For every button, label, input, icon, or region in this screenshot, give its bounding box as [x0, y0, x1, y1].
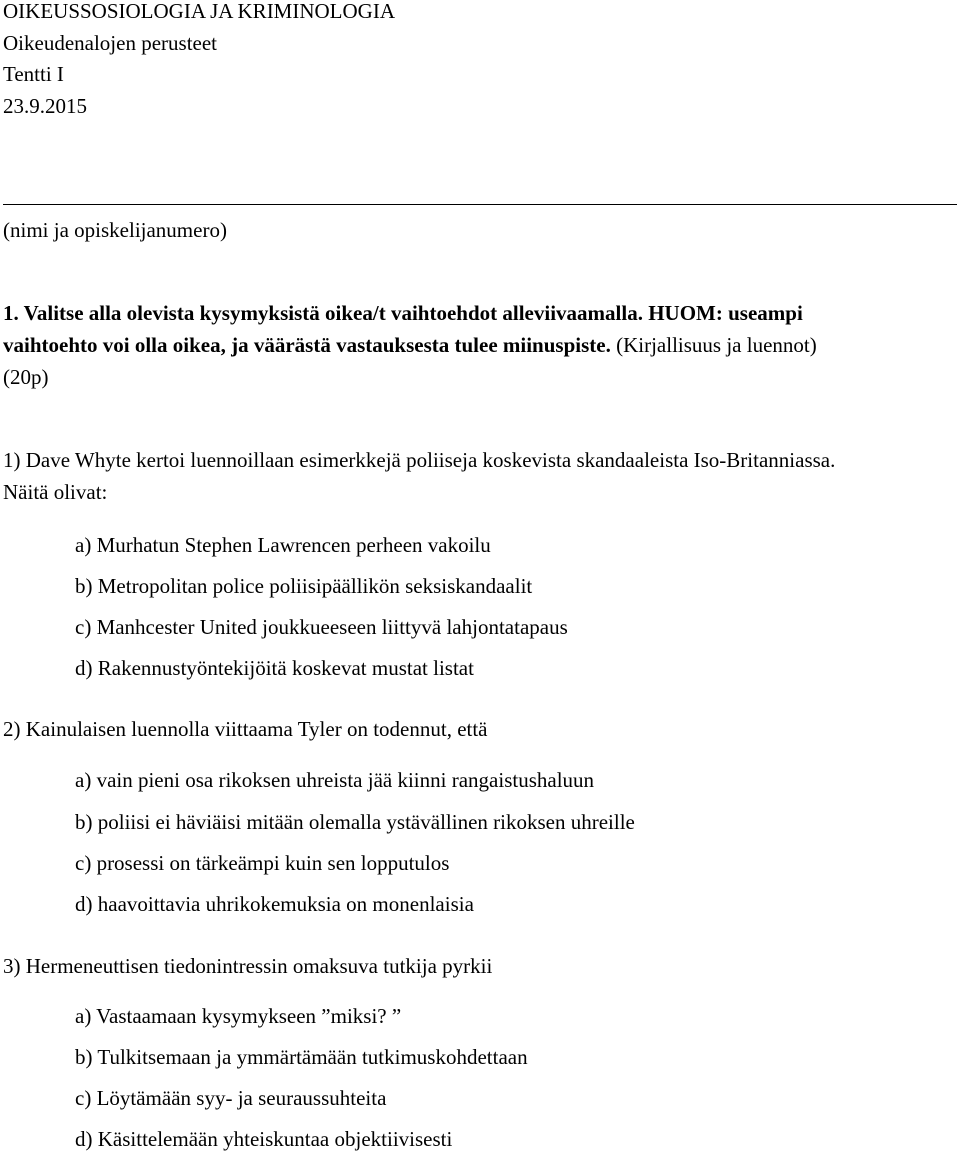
question-2-option-b[interactable]: b) poliisi ei häviäisi mitään olemalla ystävällinen rikoksen uhreille [75, 810, 635, 834]
question-1-stem: 1) Dave Whyte kertoi luennoillaan esimerkkejä poliiseja koskevista skandaaleista Iso-Britanniassa. [3, 448, 836, 472]
question-2-stem: 2) Kainulaisen luennolla viittaama Tyler on todennut, että [3, 717, 488, 741]
department-title: OIKEUSSOSIOLOGIA JA KRIMINOLOGIA [3, 0, 395, 23]
exam-date: 23.9.2015 [3, 94, 87, 118]
question-2-option-d[interactable]: d) haavoittavia uhrikokemuksia on monenlaisia [75, 892, 474, 916]
exam-title: Tentti I [3, 62, 64, 86]
question-1-option-a[interactable]: a) Murhatun Stephen Lawrencen perheen vakoilu [75, 533, 491, 557]
section1-warning: vaihtoehto voi olla oikea, ja väärästä vastauksesta tulee miinuspiste. [3, 333, 611, 357]
question-2-option-a[interactable]: a) vain pieni osa rikoksen uhreista jää kiinni rangaistushaluun [75, 768, 595, 792]
question-3-stem: 3) Hermeneuttisen tiedonintressin omaksuva tutkija pyrkii [3, 954, 493, 978]
name-answer-line [3, 204, 957, 205]
section1-source: (Kirjallisuus ja luennot) [610, 333, 817, 357]
question-1-option-d[interactable]: d) Rakennustyöntekijöitä koskevat mustat listat [75, 656, 474, 680]
question-3-option-b[interactable]: b) Tulkitsemaan ja ymmärtämään tutkimuskohdettaan [75, 1045, 528, 1069]
question-1-option-c[interactable]: c) Manhcester United joukkueeseen liittyvä lahjontatapaus [75, 615, 568, 639]
course-name: Oikeudenalojen perusteet [3, 31, 217, 55]
question-1-stem-cont: Näitä olivat: [3, 480, 108, 504]
question-1-option-b[interactable]: b) Metropolitan police poliisipäällikön seksiskandaalit [75, 574, 533, 598]
question-3-option-a[interactable]: a) Vastaamaan kysymykseen ”miksi? ” [75, 1004, 402, 1028]
name-field-label: (nimi ja opiskelijanumero) [3, 218, 227, 242]
section1-points: (20p) [3, 365, 49, 389]
question-2-option-c[interactable]: c) prosessi on tärkeämpi kuin sen lopputulos [75, 851, 450, 875]
question-3-option-c[interactable]: c) Löytämään syy- ja seuraussuhteita [75, 1086, 387, 1110]
section1-instruction-line1: 1. Valitse alla olevista kysymyksistä oikea/t vaihtoehdot alleviivaamalla. HUOM: useampi [3, 301, 803, 325]
question-3-option-d[interactable]: d) Käsittelemään yhteiskuntaa objektiivisesti [75, 1127, 453, 1151]
section1-instruction-line2 [3, 333, 817, 357]
